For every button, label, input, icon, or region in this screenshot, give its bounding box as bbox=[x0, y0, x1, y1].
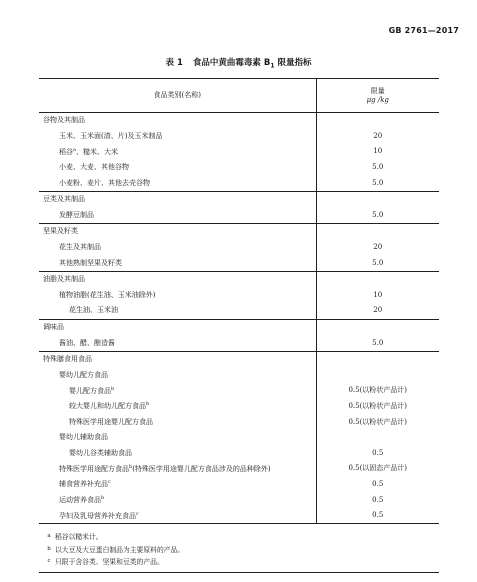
food-category-name: 花生及其制品 bbox=[59, 243, 101, 252]
table-row bbox=[39, 255, 439, 271]
food-category-name: 玉米、玉米面(渣、片)及玉米制品 bbox=[59, 131, 163, 140]
food-category-name: 小麦、大麦、其他谷物 bbox=[59, 163, 129, 172]
table-title-tail: 限量指标 bbox=[274, 58, 312, 68]
food-category-cell bbox=[39, 399, 316, 415]
limit-value-cell: 0.5(以固态产品计) bbox=[348, 464, 408, 473]
food-category-cell bbox=[39, 191, 316, 207]
food-category-cell bbox=[39, 224, 316, 240]
food-category-name-tail: (特殊医学用途婴儿配方食品涉及的品种除外) bbox=[132, 464, 271, 473]
limit-value-cell bbox=[316, 113, 439, 129]
food-category-cell bbox=[39, 430, 316, 446]
limit-value-cell bbox=[316, 368, 439, 384]
standard-code: GB 2761—2017 bbox=[388, 26, 459, 35]
limits-table bbox=[39, 78, 439, 573]
food-category-cell bbox=[39, 240, 316, 256]
table-title-subscript: 1 bbox=[270, 62, 275, 70]
food-category-name: 豆类及其制品 bbox=[43, 195, 85, 204]
food-category-cell bbox=[39, 303, 316, 319]
food-category-name: 其他熟制坚果及籽类 bbox=[59, 258, 122, 267]
limit-value-cell: 0.5(以粉状产品计) bbox=[348, 417, 408, 426]
table-row bbox=[39, 144, 439, 160]
table-row bbox=[39, 351, 439, 367]
food-category-name: 辅食营养补充品 bbox=[59, 480, 108, 489]
table-row bbox=[39, 175, 439, 191]
food-category-cell bbox=[39, 288, 316, 304]
food-category-name: 稻谷 bbox=[59, 147, 73, 156]
limit-column-header bbox=[316, 79, 439, 113]
food-category-name: 特殊医学用途配方食品 bbox=[59, 464, 129, 473]
limit-value-cell: 20 bbox=[373, 131, 383, 140]
food-category-name: 特殊医学用途婴儿配方食品 bbox=[69, 417, 153, 426]
food-category-name: 调味品 bbox=[43, 323, 64, 332]
footnote-marker: b bbox=[129, 463, 133, 470]
food-category-cell bbox=[39, 508, 316, 524]
food-category-name: 婴幼儿谷类辅助食品 bbox=[69, 448, 132, 457]
footnote-text: 稻谷以糙米计。 bbox=[55, 533, 103, 542]
footnote-item bbox=[43, 555, 439, 568]
food-category-cell bbox=[39, 414, 316, 430]
limit-header-label: 限量 bbox=[370, 86, 385, 95]
footnote-item bbox=[43, 530, 439, 543]
table-row bbox=[39, 414, 439, 430]
table-row bbox=[39, 271, 439, 287]
food-category-cell bbox=[39, 351, 316, 367]
table-row bbox=[39, 113, 439, 129]
footnote-text: 以大豆及大豆蛋白制品为主要原料的产品。 bbox=[55, 545, 185, 554]
footnote-item bbox=[43, 543, 439, 556]
limit-value-cell: 0.5(以粉状产品计) bbox=[348, 401, 408, 410]
footnote-marker: b bbox=[111, 385, 115, 392]
limit-value-cell: 5.0 bbox=[316, 208, 439, 224]
table-row bbox=[39, 399, 439, 415]
food-category-name: 坚果及籽类 bbox=[43, 227, 78, 236]
food-category-cell bbox=[39, 368, 316, 384]
footnote-mark: a bbox=[47, 533, 51, 540]
limit-value-cell bbox=[316, 271, 439, 287]
table-row bbox=[39, 208, 439, 224]
food-category-name: 酱油、醋、酿造酱 bbox=[59, 338, 115, 347]
food-category-name: 小麦粉、麦片、其他去壳谷物 bbox=[59, 178, 150, 187]
limit-value-cell: 10 bbox=[373, 290, 383, 299]
food-category-cell bbox=[39, 335, 316, 351]
table-row bbox=[39, 335, 439, 351]
limit-value-cell: 0.5(以粉状产品计) bbox=[348, 386, 408, 395]
limit-value-cell: 0.5 bbox=[316, 508, 439, 524]
table-row bbox=[39, 191, 439, 207]
limit-value-cell bbox=[316, 351, 439, 367]
food-category-cell bbox=[39, 383, 316, 399]
footnote-marker: b bbox=[146, 401, 150, 408]
footnotes bbox=[39, 524, 439, 573]
table-row bbox=[39, 477, 439, 493]
table-title-text: 食品中黄曲霉毒素 B bbox=[192, 58, 271, 68]
footnote-marker: c bbox=[136, 510, 139, 517]
food-category-cell bbox=[39, 492, 316, 508]
table-row bbox=[39, 303, 439, 319]
food-category-cell bbox=[39, 271, 316, 287]
table-row bbox=[39, 224, 439, 240]
food-category-cell bbox=[39, 461, 316, 477]
food-category-name: 运动营养食品 bbox=[59, 496, 101, 505]
food-category-cell bbox=[39, 144, 316, 160]
footnote-marker: c bbox=[108, 479, 111, 486]
food-category-name: 发酵豆制品 bbox=[59, 210, 94, 219]
food-category-cell bbox=[39, 129, 316, 145]
limit-value-cell: 0.5 bbox=[372, 495, 384, 504]
food-category-name: 婴儿配方食品 bbox=[69, 386, 111, 395]
limit-value-cell: 5.0 bbox=[316, 255, 439, 271]
limit-value-cell: 5.0 bbox=[372, 163, 384, 172]
table-header-row bbox=[39, 79, 439, 113]
limit-unit: μg /kg bbox=[366, 95, 389, 104]
food-category-name: 花生油、玉米油 bbox=[69, 306, 118, 315]
food-category-name: 婴幼儿辅助食品 bbox=[59, 433, 108, 442]
category-column-header: 食品类别(名称) bbox=[39, 79, 316, 113]
food-category-cell bbox=[39, 208, 316, 224]
table-title bbox=[0, 56, 477, 70]
food-category-name-tail: 、糙米、大米 bbox=[75, 147, 118, 156]
footnote-mark: b bbox=[47, 545, 51, 552]
limit-value-cell bbox=[316, 224, 439, 240]
limit-value-cell: 20 bbox=[373, 243, 383, 252]
food-category-cell bbox=[39, 319, 316, 335]
table-row bbox=[39, 368, 439, 384]
food-category-name: 油脂及其制品 bbox=[43, 275, 85, 284]
limit-value-cell bbox=[316, 319, 439, 335]
food-category-cell bbox=[39, 113, 316, 129]
food-category-name: 谷物及其制品 bbox=[43, 116, 85, 125]
table-body bbox=[39, 113, 439, 524]
food-category-cell bbox=[39, 255, 316, 271]
food-category-name: 植物油脂(花生油、玉米油除外) bbox=[59, 290, 156, 299]
food-category-name: 婴幼儿配方食品 bbox=[59, 370, 108, 379]
limit-value-cell: 20 bbox=[316, 303, 439, 319]
footnote-marker: b bbox=[101, 495, 105, 502]
food-category-name: 孕妇及乳母营养补充食品 bbox=[59, 511, 136, 520]
table-row bbox=[39, 288, 439, 304]
food-category-cell bbox=[39, 160, 316, 176]
table-row bbox=[39, 240, 439, 256]
limit-value-cell: 0.5 bbox=[372, 448, 384, 457]
footnote-marker: a bbox=[73, 146, 76, 153]
table-number: 表 1 bbox=[165, 58, 183, 68]
table-row bbox=[39, 383, 439, 399]
limit-value-cell: 5.0 bbox=[316, 175, 439, 191]
limit-value-cell: 0.5 bbox=[372, 479, 384, 488]
table-row bbox=[39, 319, 439, 335]
food-category-name: 较大婴儿和幼儿配方食品 bbox=[69, 402, 146, 411]
food-category-name: 特殊膳食用食品 bbox=[43, 355, 92, 364]
limit-value-cell bbox=[316, 430, 439, 446]
table-row bbox=[39, 445, 439, 461]
food-category-cell bbox=[39, 477, 316, 493]
limit-value-cell: 10 bbox=[373, 147, 383, 156]
food-category-cell bbox=[39, 445, 316, 461]
table-row bbox=[39, 129, 439, 145]
table-row bbox=[39, 492, 439, 508]
footnote-text: 只限于含谷类、坚果和豆类的产品。 bbox=[55, 558, 164, 567]
table-row bbox=[39, 430, 439, 446]
table-row bbox=[39, 461, 439, 477]
table-row bbox=[39, 508, 439, 524]
food-category-cell bbox=[39, 175, 316, 191]
footnote-mark: c bbox=[47, 558, 51, 565]
footnotes-row bbox=[39, 524, 439, 573]
limit-value-cell bbox=[316, 191, 439, 207]
limit-value-cell: 5.0 bbox=[316, 335, 439, 351]
table-row bbox=[39, 160, 439, 176]
